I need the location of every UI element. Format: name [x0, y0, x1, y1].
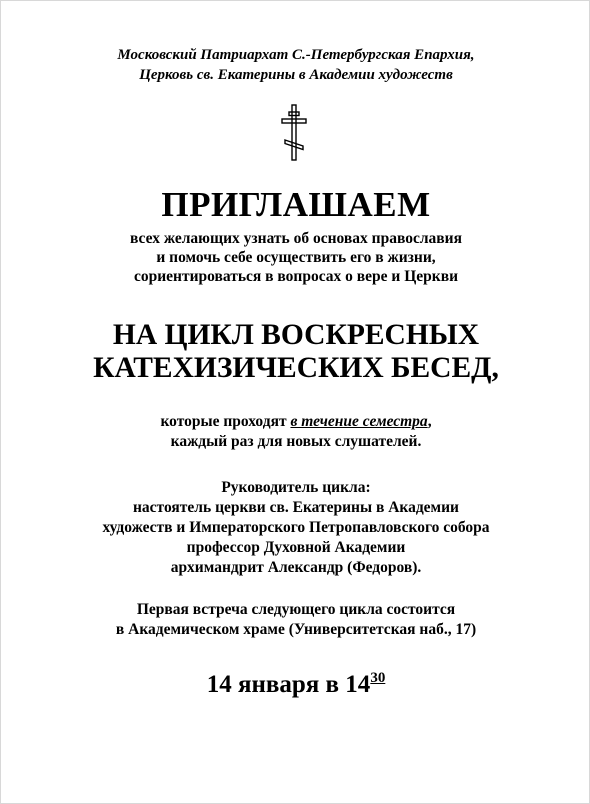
date-text: 14 января в 14: [206, 671, 371, 698]
orthodox-cross-icon: [281, 104, 307, 162]
semester-prefix: которые проходят: [160, 413, 291, 430]
header: [1, 45, 590, 85]
cycle-line: НА ЦИКЛ ВОСКРЕСНЫХ: [112, 319, 480, 351]
leader-line: архимандрит Александр (Федоров).: [170, 559, 422, 576]
semester-line: каждый раз для новых слушателей.: [170, 433, 422, 450]
invite-title: ПРИГЛАШАЕМ: [161, 185, 431, 224]
meeting-line: Первая встреча следующего цикла состоится: [136, 601, 456, 618]
header-line: Московский Патриархат С.-Петербургская Епархия,: [117, 47, 475, 63]
leader-block: [1, 478, 590, 578]
invite-line: сориентироваться в вопросах о вере и Церкви: [133, 268, 459, 285]
invite-text: [1, 229, 590, 286]
meeting-line: в Академическом храме (Университетская наб., 17): [115, 621, 477, 638]
leader-line: настоятель церкви св. Екатерины в Академии: [133, 499, 459, 516]
leader-line: профессор Духовной Академии: [186, 539, 406, 556]
leader-label: Руководитель цикла:: [221, 479, 371, 496]
leader-line: художеств и Императорского Петропавловского собора: [102, 519, 490, 536]
meeting-block: [1, 600, 590, 640]
semester-emphasis: в течение семестра: [290, 413, 428, 430]
date-minutes: 30: [370, 670, 386, 686]
header-line: Церковь св. Екатерины в Академии художеств: [139, 67, 453, 83]
invite-line: всех желающих узнать об основах православия: [130, 230, 462, 247]
semester-text: [1, 412, 590, 452]
semester-suffix: ,: [427, 413, 432, 430]
cycle-title: [1, 319, 590, 385]
meeting-date: [1, 669, 590, 701]
invite-line: и помочь себе осуществить его в жизни,: [156, 249, 436, 266]
semester-line: [1, 412, 590, 432]
cycle-line: КАТЕХИЗИЧЕСКИХ БЕСЕД,: [93, 352, 499, 384]
